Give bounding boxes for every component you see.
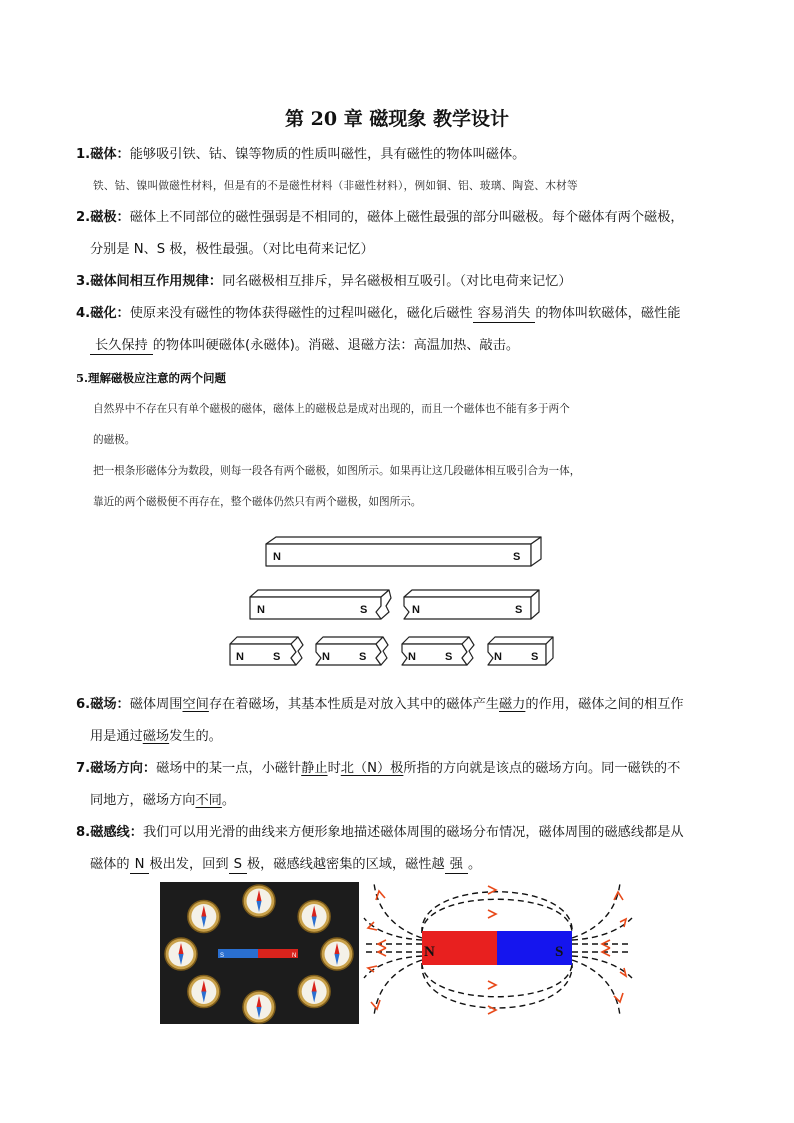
item-6 xyxy=(76,689,726,753)
pole-s-label: S xyxy=(445,651,453,663)
item-text: 存在着磁场，其基本性质是对放入其中的磁体产生 xyxy=(208,697,499,712)
compass-icon xyxy=(188,901,220,933)
underlined-answer: 空间 xyxy=(182,697,209,712)
item-text: 磁体上不同部位的磁性强弱是不相同的，磁体上磁性最强的部分叫磁极。每个磁体有两个磁极， xyxy=(129,210,684,225)
item-text: 自然界中不存在只有单个磁极的磁体，磁体上的磁极总是成对出现的，而且一个磁体也不能有多于两个 xyxy=(93,403,570,415)
item-text: 时 xyxy=(327,761,341,776)
compass-icon xyxy=(165,938,197,970)
item-text: 磁场中的某一点，小磁针 xyxy=(156,761,302,776)
compass-icon xyxy=(321,938,353,970)
pole-n-label: N xyxy=(412,604,420,616)
pole-n-label: N xyxy=(236,651,244,663)
item-text: 极，磁感线越密集的区域，磁性越 xyxy=(246,857,445,872)
pole-s-label: S xyxy=(513,551,521,563)
pole-n-label: N xyxy=(257,604,265,616)
bar-magnet-segments-figure xyxy=(226,534,556,674)
item-text: 的物体叫软磁体，磁性能 xyxy=(535,306,681,321)
page-title: 第 20 章 磁现象 教学设计 xyxy=(285,108,509,130)
underlined-answer: 磁力 xyxy=(499,697,526,712)
pole-s-label: S xyxy=(531,651,539,663)
fill-blank: 容易消失 xyxy=(473,306,536,323)
pole-s-label: S xyxy=(360,604,368,616)
item-term: 磁体： xyxy=(90,147,130,162)
compass-icon xyxy=(298,901,330,933)
item-text: 同地方，磁场方向 xyxy=(90,793,196,808)
item-text: 。 xyxy=(221,793,236,808)
pole-s-label: S xyxy=(273,651,281,663)
fill-blank: 长久保持 xyxy=(90,338,153,355)
item-text: 使原来没有磁性的物体获得磁性的过程叫磁化，磁化后磁性 xyxy=(129,306,473,321)
item-1-note: 铁、钴、镍叫做磁性材料，但是有的不是磁性材料（非磁性材料），例如铜、铝、玻璃、陶瓷、木材等 xyxy=(93,180,578,192)
item-number: 5. xyxy=(76,371,89,385)
compass-bar-n-label: N xyxy=(292,953,297,959)
fill-blank: 强 xyxy=(445,857,468,874)
item-text: 的作用，磁体之间的相互作 xyxy=(525,697,684,712)
item-text: 我们可以用光滑的曲线来方便形象地描述磁体周围的磁场分布情况，磁体周围的磁感线都是从 xyxy=(142,825,684,840)
item-5-p1 xyxy=(93,394,733,456)
item-text: 的磁极。 xyxy=(93,434,136,446)
item-term: 磁极： xyxy=(90,210,130,225)
compass-icon xyxy=(243,991,275,1023)
item-5-p2 xyxy=(93,456,733,518)
pole-n-label: N xyxy=(408,651,416,663)
pole-n-label: N xyxy=(494,651,502,663)
item-8 xyxy=(76,817,726,881)
item-term: 理解磁极应注意的两个问题 xyxy=(88,371,227,385)
item-text: 把一根条形磁体分为数段，则每一段各有两个磁极，如图所示。如果再让这几段磁体相互吸引合为一体， xyxy=(93,465,581,477)
item-term: 磁化： xyxy=(90,306,130,321)
compass-icon xyxy=(243,885,275,917)
item-text: 用是通过 xyxy=(90,729,143,744)
item-number: 6. xyxy=(76,697,91,712)
magnet-n-label: N xyxy=(424,944,435,960)
item-number: 1. xyxy=(76,147,91,162)
item-text: 。 xyxy=(467,857,482,872)
item-text-cont: 分别是 N、S 极，极性最强。（对比电荷来记忆） xyxy=(90,242,374,257)
pole-n-label: N xyxy=(273,551,281,563)
item-term: 磁场： xyxy=(90,697,130,712)
item-4 xyxy=(76,298,726,362)
item-text: 的物体叫硬磁体(永磁体)。消磁、退磁方法：高温加热、敲击。 xyxy=(152,338,520,353)
compass-bar-s-label: S xyxy=(220,953,225,959)
compass-icon xyxy=(298,975,330,1007)
item-text: 靠近的两个磁极便不再存在，整个磁体仍然只有两个磁极，如图所示。 xyxy=(93,496,422,508)
item-3 xyxy=(76,266,726,298)
compass-ring-photo xyxy=(160,882,359,1024)
underlined-answer: 北（N）极 xyxy=(340,761,404,776)
pole-n-label: N xyxy=(322,651,330,663)
item-number: 2. xyxy=(76,210,91,225)
item-number: 3. xyxy=(76,274,91,289)
compass-icon xyxy=(188,975,220,1007)
item-text: 所指的方向就是该点的磁场方向。同一磁铁的不 xyxy=(403,761,681,776)
fill-blank: S xyxy=(229,857,247,874)
fill-blank: N xyxy=(130,857,150,874)
item-text: 磁体周围 xyxy=(129,697,183,712)
item-1 xyxy=(76,139,726,171)
pole-s-label: S xyxy=(359,651,367,663)
item-text: 同名磁极相互排斥，异名磁极相互吸引。（对比电荷来记忆） xyxy=(222,274,572,289)
underlined-answer: 磁场 xyxy=(142,729,170,744)
item-term: 磁体间相互作用规律： xyxy=(90,274,223,289)
magnet-s-label: S xyxy=(555,944,564,960)
magnetic-field-lines-diagram xyxy=(362,878,636,1028)
item-7 xyxy=(76,753,726,817)
item-2 xyxy=(76,202,726,266)
item-text: 发生的。 xyxy=(169,729,222,744)
item-text: 能够吸引铁、钴、镍等物质的性质叫磁性，具有磁性的物体叫磁体。 xyxy=(129,147,526,162)
item-text: 磁体的 xyxy=(90,857,130,872)
underlined-answer: 静止 xyxy=(301,761,328,776)
item-number: 7. xyxy=(76,761,91,776)
pole-s-label: S xyxy=(515,604,523,616)
underlined-answer: 不同 xyxy=(195,793,222,808)
item-number: 8. xyxy=(76,825,91,840)
item-term: 磁感线： xyxy=(90,825,143,840)
item-number: 4. xyxy=(76,306,91,321)
item-text: 极出发，回到 xyxy=(149,857,229,872)
item-5 xyxy=(76,362,726,394)
item-term: 磁场方向： xyxy=(90,761,157,776)
